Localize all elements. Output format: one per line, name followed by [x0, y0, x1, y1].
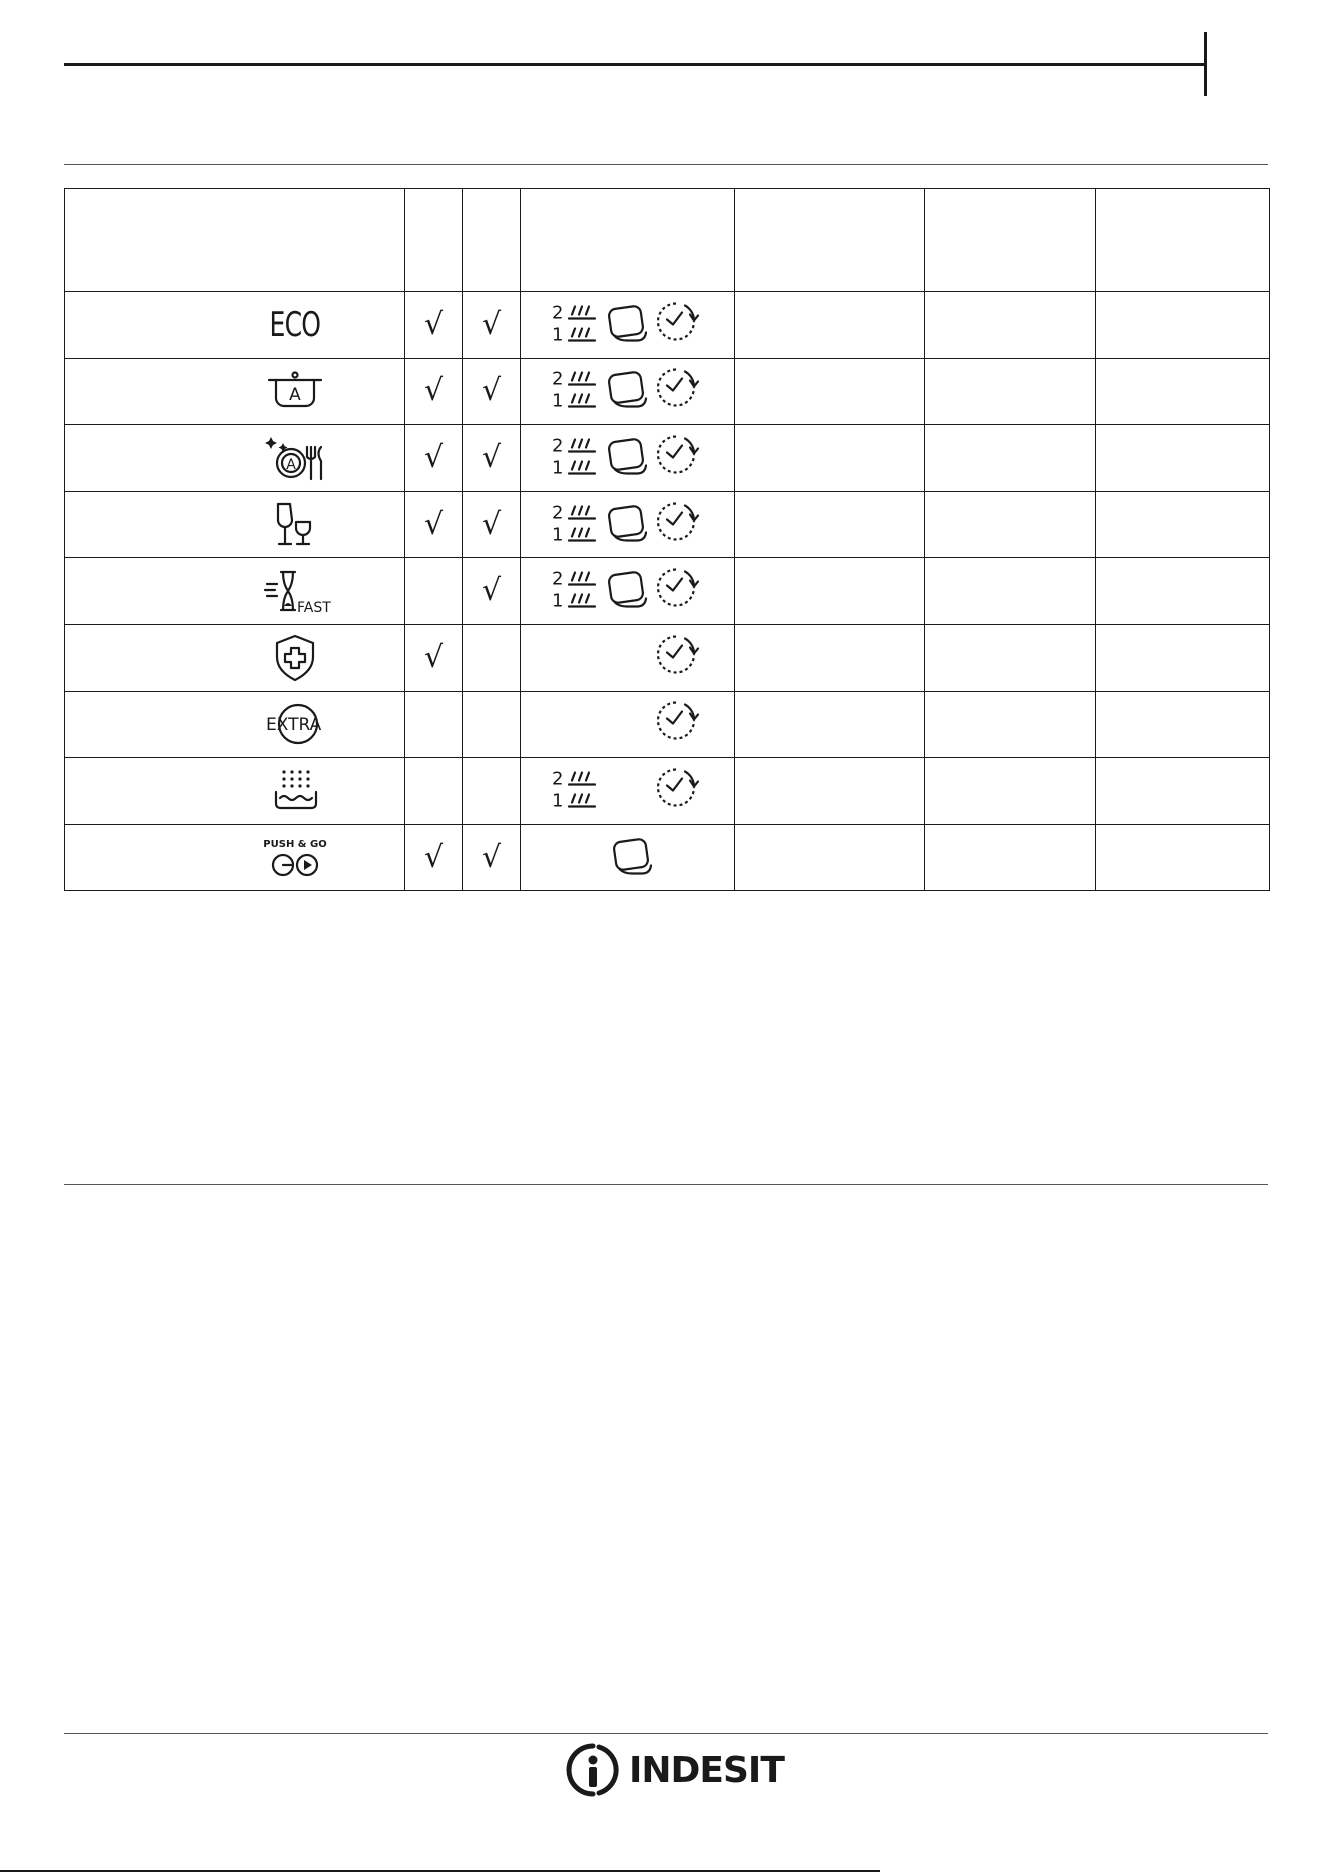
auto-sparkle-cutlery-icon: [258, 433, 332, 483]
options-group: [521, 825, 734, 891]
empty-cell-5: [735, 624, 925, 691]
svg-text:1: 1: [552, 590, 564, 612]
check-cell-1: [405, 558, 463, 625]
options-group: [521, 359, 734, 425]
delay-start-icon: [655, 499, 699, 545]
svg-text:2: 2: [552, 302, 564, 324]
svg-text:2: 2: [552, 435, 564, 457]
check-cell-2: [463, 425, 521, 492]
delay-start-icon: [655, 632, 699, 678]
eco-label: ECO: [269, 304, 321, 345]
header-col-2: [405, 189, 463, 292]
empty-cell-5: [735, 758, 925, 825]
table-row: [65, 758, 1270, 825]
empty-cell-7: [1096, 491, 1270, 558]
table-row: [65, 824, 1270, 891]
svg-text:FAST: FAST: [297, 600, 331, 617]
empty-cell-5: [735, 292, 925, 359]
table-row: [65, 358, 1270, 425]
checkmark: √: [423, 373, 444, 409]
brand-name: INDESIT: [629, 1749, 784, 1791]
tablet-icon: [611, 834, 653, 876]
tablet-icon: [606, 368, 648, 410]
svg-text:2: 2: [552, 768, 564, 790]
empty-cell-7: [1096, 425, 1270, 492]
half-load-icon: [551, 766, 601, 810]
program-cell: [65, 624, 405, 691]
delay-start-icon: [655, 299, 699, 345]
push-and-go-icon: [258, 833, 332, 883]
checkmark: √: [423, 306, 444, 342]
program-cell: [65, 824, 405, 891]
section-rule-top: [64, 164, 1268, 165]
tablet-icon: [606, 434, 648, 476]
svg-text:2: 2: [552, 568, 564, 590]
brand-logo: [565, 1742, 784, 1798]
section-rule-middle: [64, 1184, 1268, 1185]
program-cell: [65, 491, 405, 558]
check-cell-1: [405, 292, 463, 359]
check-cell-2: [463, 758, 521, 825]
delay-start-icon: [655, 699, 699, 745]
checkmark: √: [481, 839, 502, 875]
options-cell: [521, 425, 735, 492]
auto-pot-icon: [258, 366, 332, 416]
options-cell: [521, 292, 735, 359]
program-cell: [65, 425, 405, 492]
header-col-3: [463, 189, 521, 292]
svg-text:PUSH & GO: PUSH & GO: [263, 838, 327, 850]
empty-cell-6: [925, 624, 1096, 691]
table-row: [65, 425, 1270, 492]
eco-icon: [258, 300, 332, 350]
header-options: [521, 189, 735, 292]
checkmark: √: [481, 506, 502, 542]
program-cell: [65, 758, 405, 825]
options-cell: [521, 358, 735, 425]
tablet-icon: [606, 501, 648, 543]
half-load-icon: [551, 500, 601, 544]
check-cell-1: [405, 425, 463, 492]
check-cell-2: [463, 691, 521, 758]
check-cell-2: [463, 824, 521, 891]
footer-rule: [64, 1733, 1268, 1734]
delay-start-icon: [655, 366, 699, 412]
check-cell-2: [463, 358, 521, 425]
empty-cell-6: [925, 691, 1096, 758]
tablet-icon: [606, 301, 648, 343]
empty-cell-5: [735, 824, 925, 891]
check-cell-2: [463, 624, 521, 691]
empty-cell-5: [735, 691, 925, 758]
empty-cell-5: [735, 558, 925, 625]
options-group: [521, 292, 734, 358]
program-cell: [65, 691, 405, 758]
program-cell: [65, 558, 405, 625]
check-cell-1: [405, 691, 463, 758]
header-program: [65, 189, 405, 292]
svg-text:2: 2: [552, 368, 564, 390]
options-cell: [521, 558, 735, 625]
empty-cell-6: [925, 758, 1096, 825]
options-cell: [521, 824, 735, 891]
checkmark: √: [481, 373, 502, 409]
options-cell: [521, 624, 735, 691]
options-group: [521, 758, 734, 824]
programs-table: [64, 188, 1270, 891]
indesit-i-icon: [565, 1742, 621, 1798]
options-group: [521, 625, 734, 691]
options-group: [521, 425, 734, 491]
check-cell-1: [405, 824, 463, 891]
half-load-icon: [551, 567, 601, 611]
svg-text:1: 1: [552, 790, 564, 812]
empty-cell-6: [925, 425, 1096, 492]
header-col-6: [925, 189, 1096, 292]
empty-cell-7: [1096, 691, 1270, 758]
half-load-icon: [551, 367, 601, 411]
extra-icon: [258, 699, 332, 749]
empty-cell-6: [925, 491, 1096, 558]
program-cell: [65, 358, 405, 425]
delay-start-icon: [655, 765, 699, 811]
half-load-icon: [551, 433, 601, 477]
options-group: [521, 492, 734, 558]
svg-text:1: 1: [552, 390, 564, 412]
table-row: [65, 292, 1270, 359]
check-cell-1: [405, 758, 463, 825]
table-header-row: [65, 189, 1270, 292]
options-group: [521, 558, 734, 624]
empty-cell-7: [1096, 624, 1270, 691]
fast-30-icon: [258, 566, 332, 616]
empty-cell-6: [925, 558, 1096, 625]
check-cell-1: [405, 624, 463, 691]
checkmark: √: [423, 839, 444, 875]
empty-cell-5: [735, 425, 925, 492]
svg-text:1: 1: [552, 524, 564, 546]
empty-cell-6: [925, 292, 1096, 359]
svg-text:1: 1: [552, 324, 564, 346]
checkmark: √: [481, 573, 502, 609]
checkmark: √: [423, 639, 444, 675]
delay-start-icon: [655, 432, 699, 478]
check-cell-1: [405, 358, 463, 425]
table-row: [65, 558, 1270, 625]
empty-cell-6: [925, 358, 1096, 425]
options-group: [521, 692, 734, 758]
glasses-icon: [258, 500, 332, 550]
tablet-icon: [606, 568, 648, 610]
empty-cell-7: [1096, 558, 1270, 625]
checkmark: √: [481, 439, 502, 475]
check-cell-2: [463, 558, 521, 625]
empty-cell-6: [925, 824, 1096, 891]
options-cell: [521, 758, 735, 825]
empty-cell-7: [1096, 824, 1270, 891]
empty-cell-7: [1096, 758, 1270, 825]
table-body: [65, 292, 1270, 891]
table-row: [65, 491, 1270, 558]
svg-text:A: A: [289, 385, 301, 406]
header-col-7: [1096, 189, 1270, 292]
empty-cell-7: [1096, 292, 1270, 359]
hygiene-shield-icon: [258, 633, 332, 683]
checkmark: √: [481, 306, 502, 342]
svg-text:2: 2: [552, 502, 564, 524]
check-cell-2: [463, 491, 521, 558]
check-cell-2: [463, 292, 521, 359]
empty-cell-5: [735, 491, 925, 558]
delay-start-icon: [655, 566, 699, 612]
svg-text:1: 1: [552, 457, 564, 479]
header-rule: [64, 63, 1206, 66]
prewash-icon: [258, 766, 332, 816]
svg-text:A: A: [286, 456, 296, 473]
header-tick: [1204, 32, 1207, 96]
table-row: [65, 624, 1270, 691]
header-col-5: [735, 189, 925, 292]
options-cell: [521, 691, 735, 758]
empty-cell-7: [1096, 358, 1270, 425]
table-row: [65, 691, 1270, 758]
program-cell: [65, 292, 405, 359]
empty-cell-5: [735, 358, 925, 425]
half-load-icon: [551, 300, 601, 344]
options-cell: [521, 491, 735, 558]
checkmark: √: [423, 506, 444, 542]
svg-text:EXTRA: EXTRA: [266, 715, 322, 736]
checkmark: √: [423, 439, 444, 475]
check-cell-1: [405, 491, 463, 558]
